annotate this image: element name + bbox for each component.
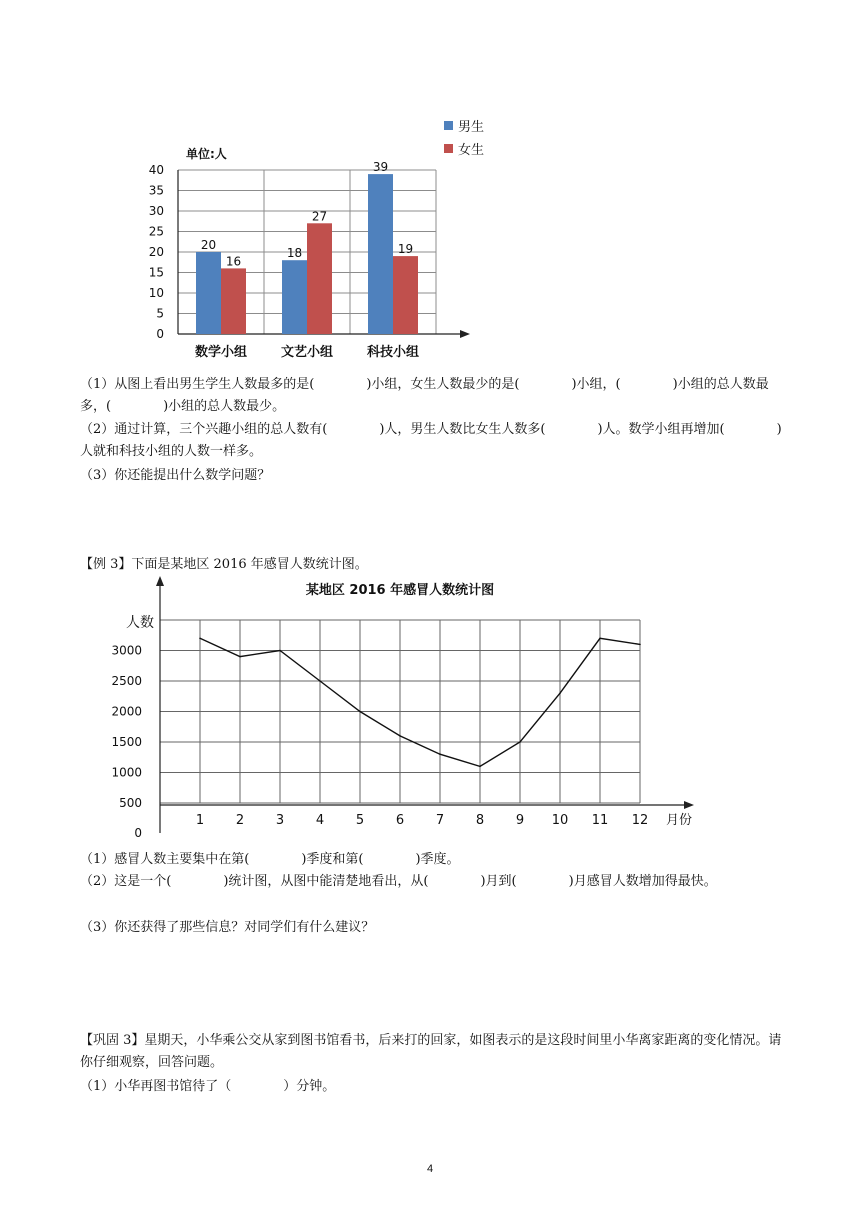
line-data-point bbox=[319, 680, 321, 682]
line-x-tick-label: 11 bbox=[591, 813, 609, 828]
question-1-1: （1）从图上看出男生学生人数最多的是( )小组，女生人数最少的是( )小组，( )小组的总人数最多，( )小组的总人数最少。 bbox=[80, 377, 769, 414]
consolidate-3-question-1: （1）小华再图书馆待了（ ）分钟。 bbox=[80, 1079, 336, 1094]
line-data-point bbox=[479, 766, 481, 768]
question-2-2: （2）这是一个( )统计图，从图中能清楚地看出，从( )月到( )月感冒人数增加得最快。 bbox=[80, 874, 717, 889]
line-x-tick-label: 8 bbox=[475, 813, 485, 828]
bar-data-label: 18 bbox=[286, 246, 303, 261]
line-x-axis-label: 月份 bbox=[666, 813, 693, 828]
legend-swatch bbox=[444, 121, 453, 130]
line-x-tick-label: 3 bbox=[275, 813, 285, 828]
line-x-axis-arrow bbox=[684, 801, 694, 809]
bar-category-label: 数学小组 bbox=[194, 345, 248, 360]
bar-y-tick-label: 25 bbox=[148, 224, 164, 239]
line-data-point bbox=[399, 735, 401, 737]
line-y-tick-label: 0 bbox=[134, 826, 142, 840]
line-y-tick-label: 1000 bbox=[111, 765, 142, 780]
line-data-point bbox=[519, 741, 521, 743]
line-data-point bbox=[199, 638, 201, 640]
line-x-tick-label: 1 bbox=[195, 813, 205, 828]
grouped-bar-chart bbox=[130, 108, 510, 370]
line-data-point bbox=[639, 644, 641, 646]
line-chart-series bbox=[199, 638, 641, 768]
line-chart-grid bbox=[156, 576, 694, 833]
question-2-3: （3）你还获得了那些信息？对同学们有什么建议？ bbox=[80, 920, 375, 935]
line-y-tick-label: 2500 bbox=[111, 674, 142, 688]
example-3-heading: 【例 3】下面是某地区 2016 年感冒人数统计图。 bbox=[80, 557, 368, 572]
question-1-3: （3）你还能提出什么数学问题？ bbox=[80, 468, 271, 483]
line-x-tick-label: 4 bbox=[315, 813, 325, 828]
bar-data-label: 19 bbox=[397, 242, 414, 257]
line-series-path bbox=[200, 638, 640, 766]
line-chart bbox=[100, 574, 720, 844]
bar-category-label: 科技小组 bbox=[366, 345, 420, 360]
legend-label: 男生 bbox=[458, 120, 485, 135]
consolidate-3-text: 【巩固 3】星期天，小华乘公交从家到图书馆看书，后来打的回家，如图表示的是这段时间里小华离家距离的变化情况。请你仔细观察，回答问题。 bbox=[80, 1033, 782, 1070]
bar-data-label: 20 bbox=[200, 238, 217, 252]
line-x-tick-label: 12 bbox=[631, 813, 649, 828]
bar-boys bbox=[196, 252, 221, 334]
line-data-point bbox=[599, 638, 601, 640]
line-y-tick-label: 2000 bbox=[111, 704, 142, 719]
line-y-axis-arrow bbox=[156, 576, 164, 586]
bar-boys bbox=[282, 260, 307, 334]
bar-y-tick-label: 40 bbox=[148, 163, 164, 177]
legend-label: 女生 bbox=[458, 143, 485, 158]
line-chart-title: 某地区 2016 年感冒人数统计图 bbox=[305, 583, 495, 598]
line-x-tick-label: 9 bbox=[515, 813, 525, 828]
line-data-point bbox=[279, 650, 281, 652]
bar-category-label: 文艺小组 bbox=[280, 345, 334, 360]
bar-y-tick-label: 0 bbox=[156, 327, 164, 341]
line-y-tick-label: 500 bbox=[119, 796, 142, 810]
line-data-point bbox=[359, 711, 361, 713]
line-data-point bbox=[239, 656, 241, 658]
line-data-point bbox=[439, 753, 441, 755]
line-x-tick-label: 10 bbox=[551, 813, 569, 828]
bar-y-tick-label: 35 bbox=[148, 183, 164, 198]
bar-unit-label: 单位:人 bbox=[186, 147, 227, 161]
question-1-2: （2）通过计算，三个兴趣小组的总人数有( )人，男生人数比女生人数多( )人。数学小组再增加( )人就和科技小组的人数一样多。 bbox=[80, 422, 782, 459]
line-x-tick-label: 2 bbox=[235, 813, 245, 828]
bar-y-tick-label: 20 bbox=[148, 245, 164, 259]
line-data-point bbox=[559, 692, 561, 694]
bar-y-tick-label: 10 bbox=[148, 286, 164, 300]
bar-girls bbox=[221, 268, 246, 334]
line-y-axis-label: 人数 bbox=[126, 615, 154, 631]
bar-girls bbox=[307, 223, 332, 334]
bar-data-label: 39 bbox=[372, 160, 389, 175]
line-y-tick-label: 3000 bbox=[111, 643, 142, 658]
bar-y-tick-label: 5 bbox=[156, 306, 164, 321]
legend-swatch bbox=[444, 144, 453, 153]
line-x-tick-label: 5 bbox=[355, 813, 365, 828]
bar-data-label: 27 bbox=[311, 209, 328, 224]
question-2-1: （1）感冒人数主要集中在第( )季度和第( )季度。 bbox=[80, 852, 460, 867]
line-x-tick-label: 6 bbox=[395, 813, 405, 828]
bar-y-tick-label: 30 bbox=[148, 204, 164, 218]
page-number: 4 bbox=[426, 1163, 434, 1175]
line-y-tick-label: 1500 bbox=[111, 735, 142, 749]
line-x-tick-label: 7 bbox=[435, 813, 445, 828]
bar-x-axis-arrow bbox=[460, 330, 470, 338]
bar-girls bbox=[393, 256, 418, 334]
bar-data-label: 16 bbox=[225, 254, 242, 269]
bar-y-tick-label: 15 bbox=[148, 265, 164, 280]
bar-boys bbox=[368, 174, 393, 334]
